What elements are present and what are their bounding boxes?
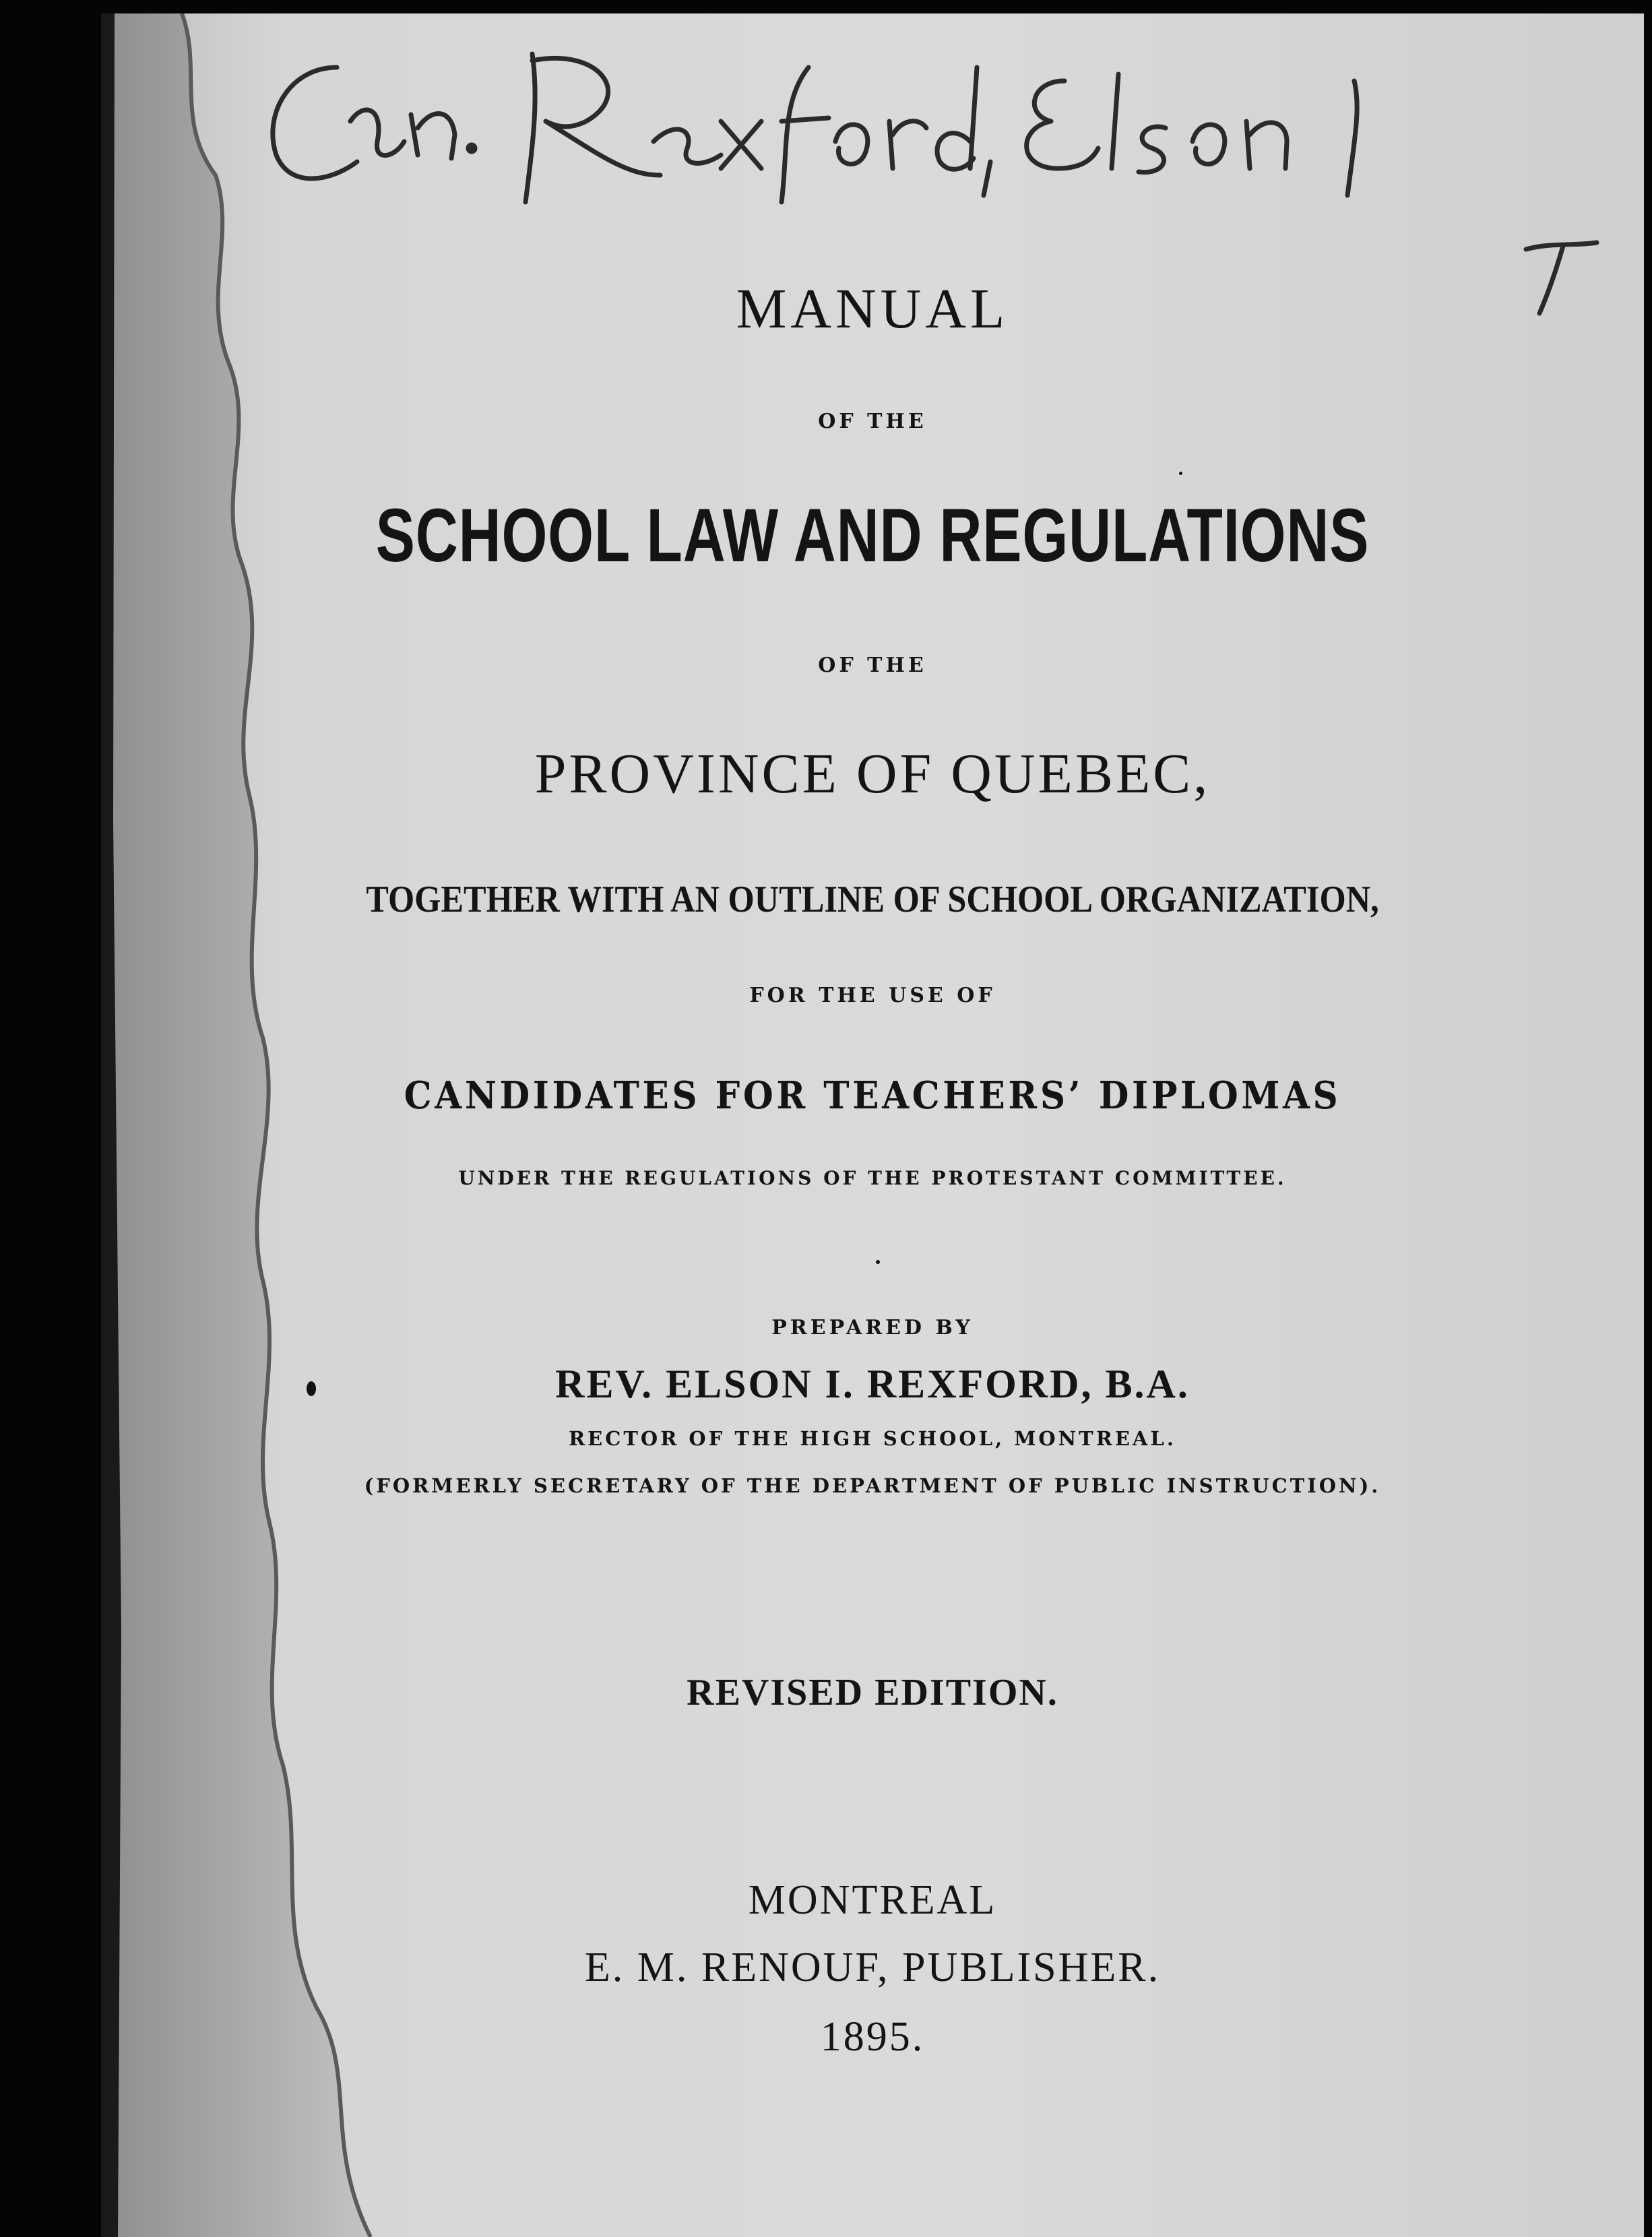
province-title: PROVINCE OF QUEBEC, [534, 743, 1211, 805]
regulations-note: UNDER THE REGULATIONS OF THE PROTESTANT COMMITTEE. [458, 1167, 1287, 1189]
audience-title: CANDIDATES FOR TEACHERS’ DIPLOMAS [404, 1073, 1341, 1118]
publisher-name: E. M. RENOUF, PUBLISHER. [584, 1945, 1161, 1990]
author-former-position: (FORMERLY SECRETARY OF THE DEPARTMENT OF PUBLIC INSTRUCTION). [364, 1474, 1381, 1497]
handwritten-signature [249, 40, 1496, 263]
ink-speck [1179, 472, 1182, 475]
title-manual: MANUAL [736, 278, 1009, 340]
main-title: SCHOOL LAW AND REGULATIONS [375, 493, 1370, 577]
document-page [101, 13, 1644, 2237]
of-the-label: OF THE [818, 410, 927, 433]
ink-speck [876, 1260, 880, 1264]
prepared-by-label: PREPARED BY [771, 1316, 974, 1340]
edition-label: REVISED EDITION. [687, 1672, 1058, 1713]
of-the-label: OF THE [818, 654, 927, 677]
publication-year: 1895. [820, 2014, 925, 2060]
subtitle-together: TOGETHER WITH AN OUTLINE OF SCHOOL ORGANIZATION, [366, 879, 1379, 920]
author-title: RECTOR OF THE HIGH SCHOOL, MONTREAL. [569, 1427, 1176, 1450]
author-name: REV. ELSON I. REXFORD, B.A. [555, 1362, 1190, 1406]
publication-city: MONTREAL [748, 1877, 997, 1923]
for-the-use-label: FOR THE USE OF [749, 984, 996, 1007]
